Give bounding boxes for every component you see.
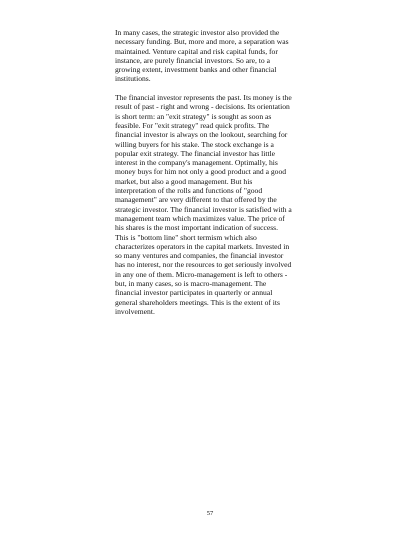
text-line: The financial investor represents the past. Its money is the [115,93,292,103]
text-line: management" are very different to that offered by the [115,195,277,205]
text-line: maintained. Venture capital and risk capital funds, for [115,46,278,56]
text-line: in any one of them. Micro-management is left to others - [115,269,288,279]
text-line: necessary funding. But, more and more, a separation was [115,37,289,47]
text-line: characterizes operators in the capital markets. Invested in [115,241,290,251]
paragraph [115,93,345,316]
text-line: feasible. For "exit strategy" read quick profits. The [115,120,270,130]
body-text [115,28,345,316]
text-line: so many ventures and companies, the financial investor [115,251,284,261]
text-line: but, in many cases, so is macro-management. The [115,279,267,289]
text-line: popular exit strategy. The financial investor has little [115,148,276,158]
text-line: financial investor is always on the lookout, searching for [115,130,288,140]
text-line: market, but also a good management. But his [115,176,253,186]
text-line: money buys for him not only a good product and a good [115,167,287,177]
text-line: involvement. [115,306,155,316]
text-line: interest in the company's management. Optimally, his [115,158,278,168]
text-line: general shareholders meetings. This is the extent of its [115,297,280,307]
text-line: This is "bottom line" short termism which also [115,232,257,242]
text-line: strategic investor. The financial investor is satisfied with a [115,204,292,214]
text-line: growing extent, investment banks and other financial [115,65,277,75]
text-line: instance, are purely financial investors. So are, to a [115,55,270,65]
text-line: financial investor participates in quarterly or annual [115,288,273,298]
page-number: 57 [206,510,214,517]
paragraph [115,28,345,84]
paragraph-container [115,28,345,316]
text-line: institutions. [115,74,151,84]
text-line: interpretation of the rolls and functions of "good [115,186,263,196]
text-line: his shares is the most important indication of success. [115,223,279,233]
text-line: result of past - right and wrong - decisions. Its orientation [115,102,290,112]
text-line: is short term: an "exit strategy" is sought as soon as [115,111,272,121]
text-line: willing buyers for his stake. The stock exchange is a [115,139,274,149]
text-line: management team which maximizes value. The price of [115,213,285,223]
text-line: In many cases, the strategic investor also provided the [115,28,280,37]
text-line: has no interest, nor the resources to get seriously involved [115,260,292,270]
paragraph-gap [115,84,345,93]
